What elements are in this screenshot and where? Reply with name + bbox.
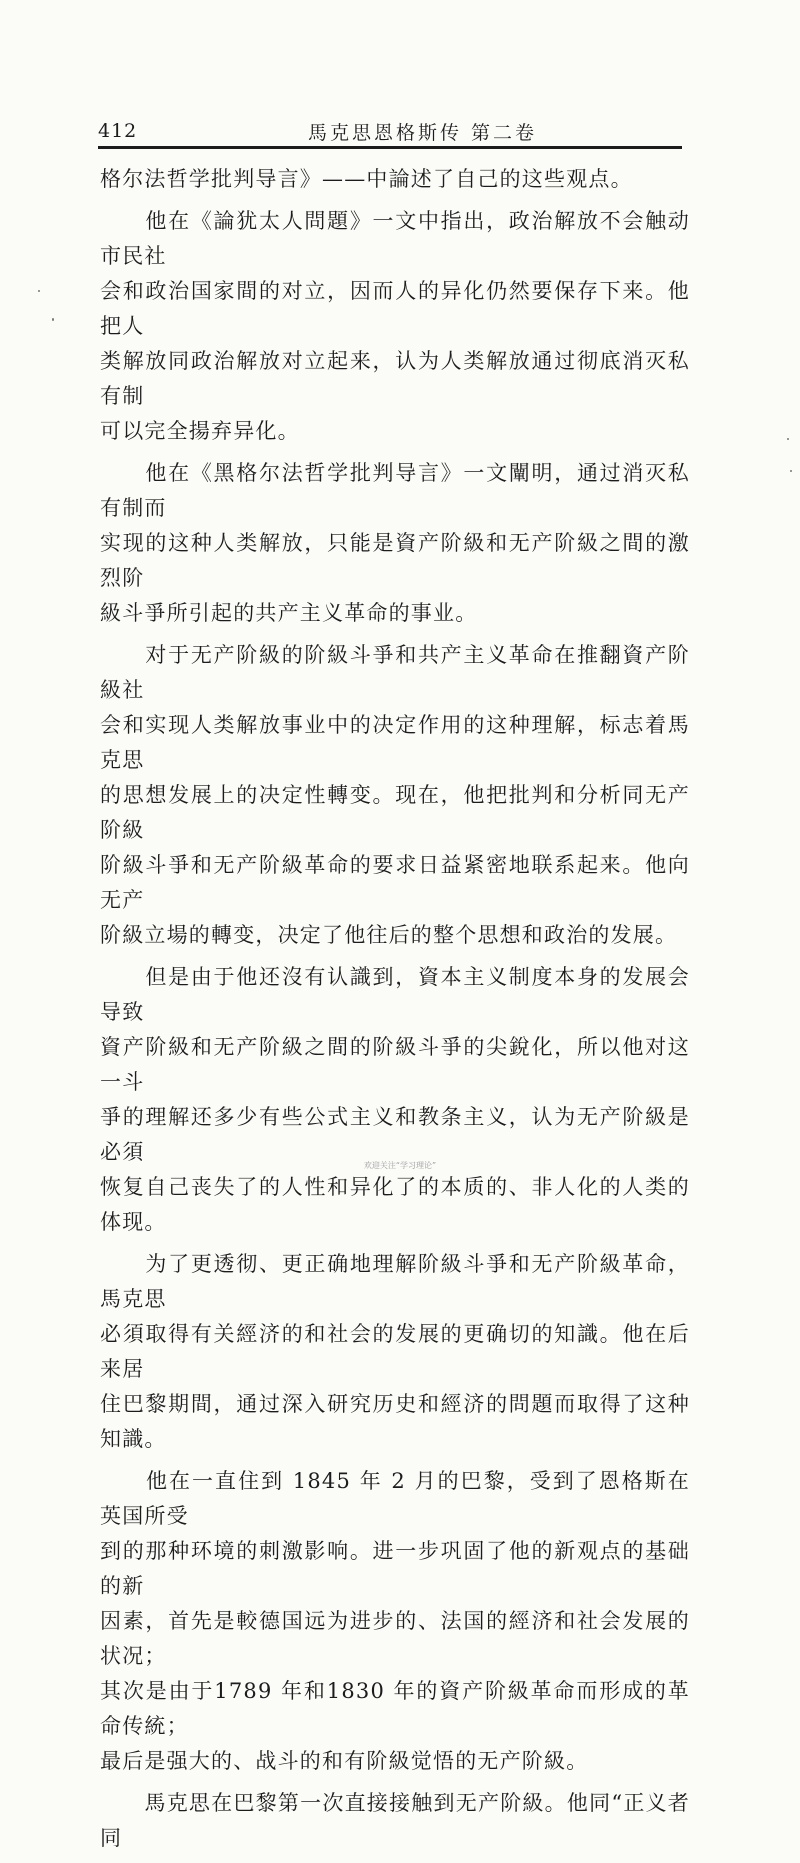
scan-speck (52, 318, 54, 321)
scan-speck (787, 438, 789, 440)
paragraph-4: 对于无产阶級的阶級斗爭和共产主义革命在推翻資产阶級社 会和实现人类解放事业中的决定作用的这种理解，标志着馬克思 的思想发展上的决定性轉变。现在，他把批判和分析同无产阶級 阶級斗爭和无产阶級革命的要求日益紧密地联系起来。他向无产 阶級立場的轉变，决定了他往后的整个思想和政治的发展。 (100, 643, 690, 947)
scan-speck (38, 290, 40, 292)
page-number: 412 (98, 120, 138, 142)
paragraph-3: 他在《黑格尔法哲学批判导言》一文闡明，通过消灭私有制而 实现的这种人类解放，只能是資产阶級和无产阶級之間的激烈阶 級斗爭所引起的共产主义革命的事业。 (100, 461, 690, 625)
paragraph-6: 为了更透彻、更正确地理解阶級斗爭和无产阶級革命，馬克思 必須取得有关經济的和社会的发展的更确切的知識。他在后来居 住巴黎期間，通过深入研究历史和經济的問題而取得了这种知識。 (100, 1252, 690, 1451)
paragraph-5: 但是由于他还沒有认識到，資本主义制度本身的发展会导致 資产阶級和无产阶級之間的阶級斗爭的尖銳化，所以他对这一斗 爭的理解还多少有些公式主义和教条主义，认为无产阶級是必須 恢复自己丧失了的人性和异化了的本质的、非人化的人类的体现。 (100, 965, 690, 1234)
paragraph-8: 馬克思在巴黎第一次直接接触到无产阶級。他同“正义者同 (100, 1791, 690, 1850)
running-title: 馬克思恩格斯传 第二卷 (308, 122, 538, 144)
paragraph-1: 格尔法哲学批判导言》——中論述了自己的这些观点。 (100, 167, 633, 191)
paragraph-2: 他在《論犹太人問題》一文中指出，政治解放不会触动市民社 会和政治国家間的对立，因而人的异化仍然要保存下来。他把人 类解放同政治解放对立起来，认为人类解放通过彻底消灭私有制 可以完全揚弃异化。 (100, 209, 690, 443)
page-header (98, 118, 680, 148)
paragraph-7: 他在一直住到 1845 年 2 月的巴黎，受到了恩格斯在英国所受 到的那种环境的刺激影响。进一步巩固了他的新观点的基础的新 因素，首先是較德国远为进步的、法国的經济和社会发展的状况； 其次是由于1789 年和1830 年的資产阶級革命而形成的革命传統； 最后是强大的、战斗的和有阶級觉悟的无产阶級。 (100, 1469, 690, 1773)
body-text (100, 162, 690, 1863)
footer-watermark: 欢迎关注“学习理论” (363, 1161, 437, 1170)
scan-speck (790, 470, 792, 472)
header-rule (98, 146, 682, 149)
